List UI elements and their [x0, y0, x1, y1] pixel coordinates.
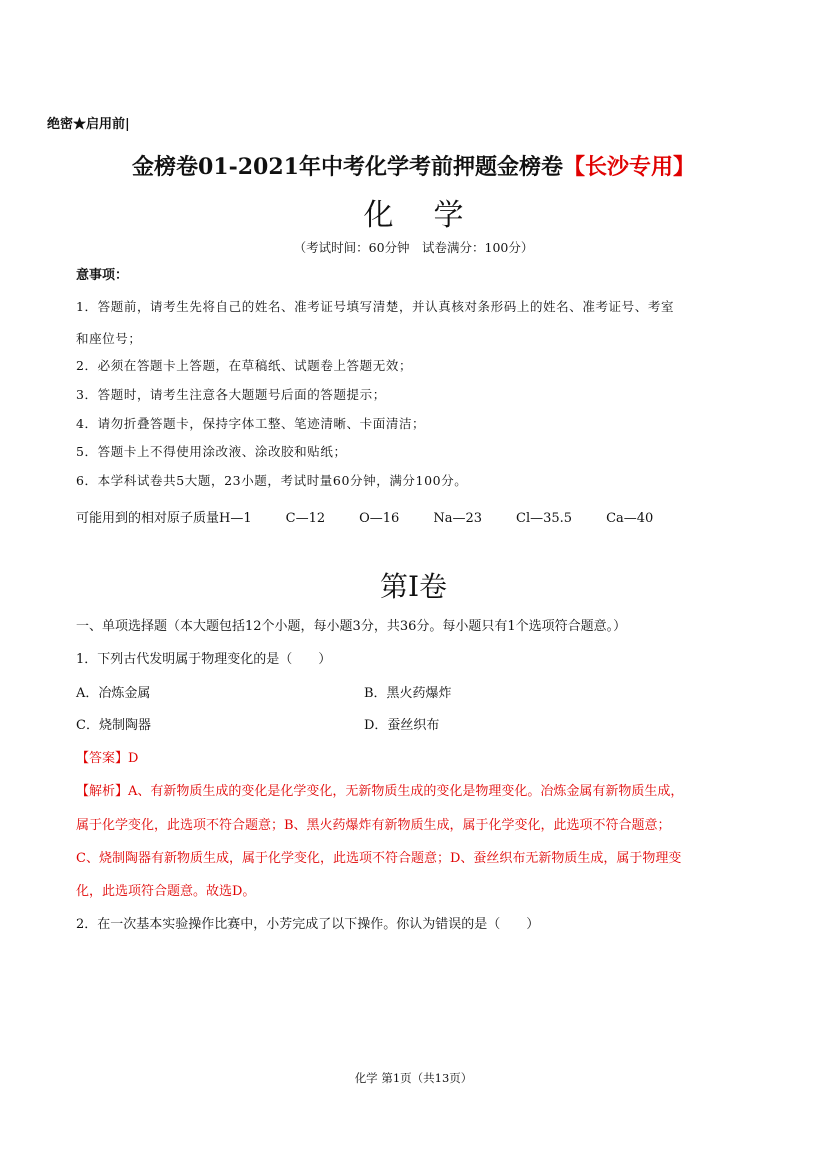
volume-title: 第Ⅰ卷 — [379, 570, 448, 603]
question-stem: 2．在一次基本实验操作比赛中，小芳完成了以下操作。你认为错误的是（ ） — [76, 917, 540, 932]
notice-item: 4．请勿折叠答题卡，保持字体工整、笔迹清晰、卡面清洁； — [76, 416, 426, 431]
question-option: C．烧制陶器 — [76, 718, 151, 733]
atomic-mass-value: H—1 — [219, 511, 252, 526]
question-option: A．冶炼金属 — [76, 686, 151, 701]
analysis-line: 【解析】A、有新物质生成的变化是化学变化，无新物质生成的变化是物理变化。冶炼金属有新物质生成， — [76, 784, 684, 799]
atomic-mass-value: Na—23 — [433, 511, 482, 526]
question-option: B．黑火药爆炸 — [364, 686, 452, 701]
question-option: D．蚕丝织布 — [364, 718, 440, 733]
question-stem: 1．下列古代发明属于物理变化的是（ ） — [76, 652, 332, 667]
paper-title — [0, 150, 827, 181]
page-footer: 化学 第1页（共13页） — [354, 1071, 473, 1085]
notice-item: 2．必须在答题卡上答题，在草稿纸、试题卷上答题无效； — [76, 358, 413, 373]
notice-title: 意事项： — [76, 268, 129, 283]
exam-info: （考试时间：60分钟 试卷满分：100分） — [293, 240, 534, 255]
notice-item: 和座位号； — [76, 331, 142, 346]
atomic-mass-value: Cl—35.5 — [516, 511, 573, 526]
subject-title: 化学 — [363, 198, 504, 233]
atomic-mass-value: O—16 — [359, 511, 400, 526]
analysis-line: C、烧制陶器有新物质生成，属于化学变化，此选项不符合题意；D、蚕丝织布无新物质生成，属于物理变 — [76, 851, 682, 866]
analysis-line: 化，此选项符合题意。故选D。 — [76, 884, 256, 899]
confidential-label: 绝密★启用前| — [47, 117, 130, 132]
section-title: 一、单项选择题（本大题包括12个小题，每小题3分，共36分。每小题只有1个选项符合题意。） — [76, 619, 627, 634]
atomic-mass-value: C—12 — [285, 511, 326, 526]
atomic-masses-label: 可能用到的相对原子质量 — [76, 511, 220, 526]
notice-item: 6．本学科试卷共5大题，23小题，考试时量60分钟，满分100分。 — [76, 473, 468, 488]
paper-title-highlight: 【长沙专用】 — [562, 154, 695, 180]
atomic-mass-value: Ca—40 — [606, 511, 654, 526]
analysis-line: 属于化学变化，此选项不符合题意；B、黑火药爆炸有新物质生成，属于化学变化，此选项不符合题意； — [76, 818, 671, 833]
notice-item: 1．答题前，请考生先将自己的姓名、准考证号填写清楚，并认真核对条形码上的姓名、准考证号、考室 — [76, 299, 675, 314]
answer-label: 【答案】D — [76, 751, 139, 766]
notice-item: 3．答题时，请考生注意各大题题号后面的答题提示； — [76, 387, 386, 402]
paper-title-main: 金榜卷01-2021年中考化学考前押题金榜卷 — [132, 154, 563, 180]
atomic-masses — [76, 507, 653, 526]
notice-item: 5．答题卡上不得使用涂改液、涂改胶和贴纸； — [76, 444, 347, 459]
